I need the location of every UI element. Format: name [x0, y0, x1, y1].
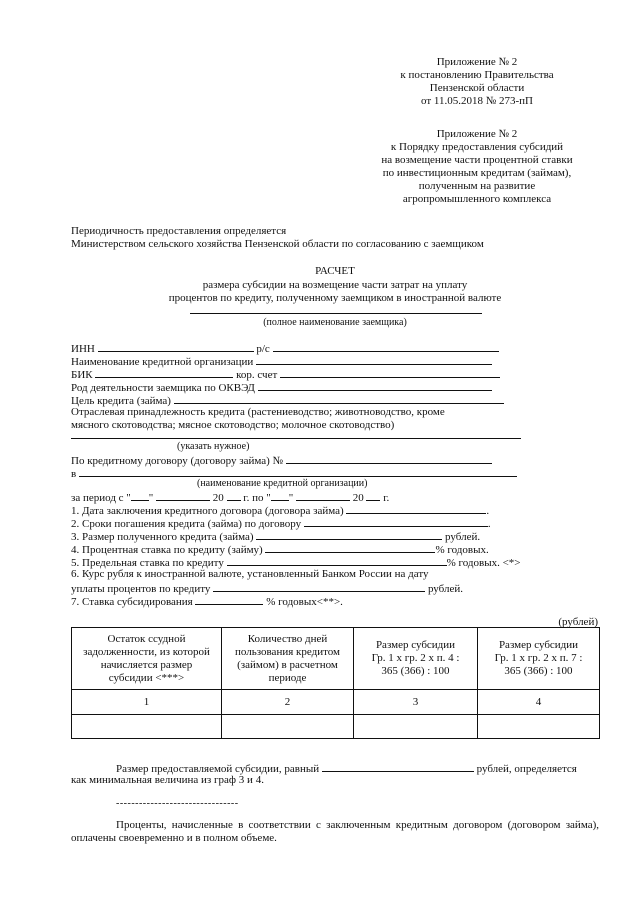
appendix-decree-line: Пензенской области [429, 82, 525, 94]
bank-name-field[interactable] [256, 354, 492, 365]
period-from-year-field[interactable] [227, 490, 241, 501]
table-cell[interactable] [478, 715, 600, 739]
periodicity-line: Министерством сельского хозяйства Пензенской области по согласованию с заемщиком [71, 238, 484, 250]
footnote-text [71, 819, 599, 845]
summary-suffix: рублей, определяется [476, 763, 577, 775]
kor-label: кор. счет [236, 369, 278, 381]
appendix-order-line: полученным на развитие [418, 180, 536, 192]
inn-field[interactable] [98, 341, 254, 352]
sector-line: Отраслевая принадлежность кредита (растениеводство; животноводство, кроме [71, 406, 445, 418]
credit-amount-field[interactable] [256, 529, 442, 540]
appendix-decree-line: Приложение № 2 [436, 56, 518, 68]
specify-caption: (указать нужное) [177, 441, 250, 452]
item-2-row: 2. Сроки погашения кредита (займа) по договору . [71, 518, 491, 530]
appendix-decree-line: к постановлению Правительства [400, 69, 554, 81]
period-end-label: г. [383, 492, 390, 504]
summary-cont: как минимальная величина из граф 3 и 4. [71, 774, 264, 786]
okved-field[interactable] [258, 380, 492, 391]
periodicity-block [71, 225, 484, 251]
bik-label: БИК [71, 369, 93, 381]
item-7-suffix: % годовых<**>. [266, 596, 343, 608]
period-quote: " [288, 492, 294, 504]
table-number-row [72, 690, 600, 715]
appendix-order-line: на возмещение части процентной ставки [381, 154, 573, 166]
item-3-suffix: рублей. [445, 531, 481, 543]
item-6-label: 6. Курс рубля к иностранной валюте, установленный Банком России на дату [71, 568, 429, 580]
appendix-order-line: Приложение № 2 [436, 128, 518, 140]
item-6-label-cont: уплаты процентов по кредиту [71, 583, 211, 595]
period-from-month-field[interactable] [156, 490, 210, 501]
bik-field[interactable] [95, 367, 233, 378]
okved-label: Род деятельности заемщика по ОКВЭД [71, 382, 255, 394]
summary-label: Размер предоставляемой субсидии, равный [116, 763, 320, 775]
table-header-cell: Размер субсидии Гр. 1 х гр. 2 х п. 7 : 365 (366) : 100 [478, 628, 600, 690]
bank-name-label: Наименование кредитной организации [71, 356, 254, 368]
column-number: 3 [354, 690, 478, 715]
subtitle-line: процентов по кредиту, полученному заемщиком в иностранной валюте [168, 292, 502, 304]
table-header-cell: Остаток ссудной задолженности, из которой начисляется размер субсидии <***> [72, 628, 222, 690]
item-7-label: 7. Ставка субсидирования [71, 596, 193, 608]
table-cell[interactable] [222, 715, 354, 739]
table-cell[interactable] [72, 715, 222, 739]
item-5-label: 5. Предельная ставка по кредиту [71, 557, 224, 569]
period-to-year-field[interactable] [366, 490, 380, 501]
table-row [72, 715, 600, 739]
column-number: 4 [478, 690, 600, 715]
footnote-separator: -------------------------------- [116, 798, 239, 809]
borrower-name-line[interactable] [190, 313, 482, 314]
table-cell[interactable] [354, 715, 478, 739]
period-from-label: за период с " [71, 492, 131, 504]
appendix-decree-block [365, 56, 589, 108]
period-quote: " [148, 492, 154, 504]
sector-line: мясного скотоводства; мясное скотоводство; молочное скотоводство) [71, 419, 395, 431]
item-6-suffix: рублей. [427, 583, 463, 595]
item-5-suffix: % годовых. <*> [446, 557, 521, 569]
appendix-order-block [365, 128, 589, 206]
interest-rate-field[interactable] [265, 542, 435, 553]
item-4-suffix: % годовых. [435, 544, 489, 556]
exchange-rate-field[interactable] [213, 581, 425, 592]
period-to-label: г. по " [243, 492, 271, 504]
borrower-caption: (полное наименование заемщика) [263, 317, 407, 328]
table-header-row [72, 628, 600, 690]
contract-number-field[interactable] [286, 453, 492, 464]
purpose-field[interactable] [174, 393, 504, 404]
table-header-cell: Размер субсидии Гр. 1 х гр. 2 х п. 4 : 365 (366) : 100 [354, 628, 478, 690]
period-from-day-field[interactable] [131, 490, 149, 501]
appendix-decree-line: от 11.05.2018 № 273-пП [421, 95, 533, 107]
item-2-label: 2. Сроки погашения кредита (займа) по договору [71, 518, 302, 530]
credit-org-field[interactable] [79, 466, 517, 477]
period-to-day-field[interactable] [271, 490, 289, 501]
item-1-label: 1. Дата заключения кредитного договора (договора займа) [71, 505, 344, 517]
purpose-label: Цель кредита (займа) [71, 395, 171, 407]
period-year-label: 20 [352, 492, 364, 504]
document-subtitle [71, 279, 599, 305]
sector-text [71, 406, 445, 432]
appendix-order-line: агропромышленного комплекса [402, 193, 552, 205]
item-7-row [71, 594, 343, 609]
period-year-label: 20 [212, 492, 224, 504]
contract-date-field[interactable] [346, 503, 486, 514]
periodicity-line: Периодичность предоставления определяется [71, 225, 287, 237]
column-number: 2 [222, 690, 354, 715]
subsidy-table [71, 627, 600, 739]
table-unit: (рублей) [558, 616, 598, 628]
item-1-row: 1. Дата заключения кредитного договора (договора займа) . [71, 505, 490, 517]
appendix-order-line: по инвестиционным кредитам (займам), [382, 167, 572, 179]
appendix-order-line: к Порядку предоставления субсидий [390, 141, 564, 153]
rs-label: р/с [256, 343, 270, 355]
footnote-body: Проценты, начисленные в соответствии с заключенным кредитным договором (договором займа), оплачены своевременно и в полном объеме. [71, 819, 599, 844]
item-6-block [71, 568, 463, 596]
org-caption: (наименование кредитной организации) [197, 478, 368, 489]
period-to-month-field[interactable] [296, 490, 350, 501]
column-number: 1 [72, 690, 222, 715]
in-label: в [71, 468, 77, 480]
rs-field[interactable] [273, 341, 499, 352]
sector-choice-line[interactable] [71, 438, 521, 439]
kor-field[interactable] [280, 367, 500, 378]
subsidy-rate-field[interactable] [195, 594, 263, 605]
item-4-label: 4. Процентная ставка по кредиту (займу) [71, 544, 263, 556]
document-title: РАСЧЕТ [315, 265, 355, 277]
subsidy-amount-field[interactable] [322, 761, 474, 772]
inn-label: ИНН [71, 343, 95, 355]
item-3-label: 3. Размер полученного кредита (займа) [71, 531, 254, 543]
subtitle-line: размера субсидии на возмещение части затрат на уплату [202, 279, 468, 291]
max-rate-field[interactable] [227, 555, 447, 566]
contract-label: По кредитному договору (договору займа) № [71, 455, 284, 467]
repayment-terms-field[interactable] [304, 516, 488, 527]
table-header-cell: Количество дней пользования кредитом (займом) в расчетном периоде [222, 628, 354, 690]
